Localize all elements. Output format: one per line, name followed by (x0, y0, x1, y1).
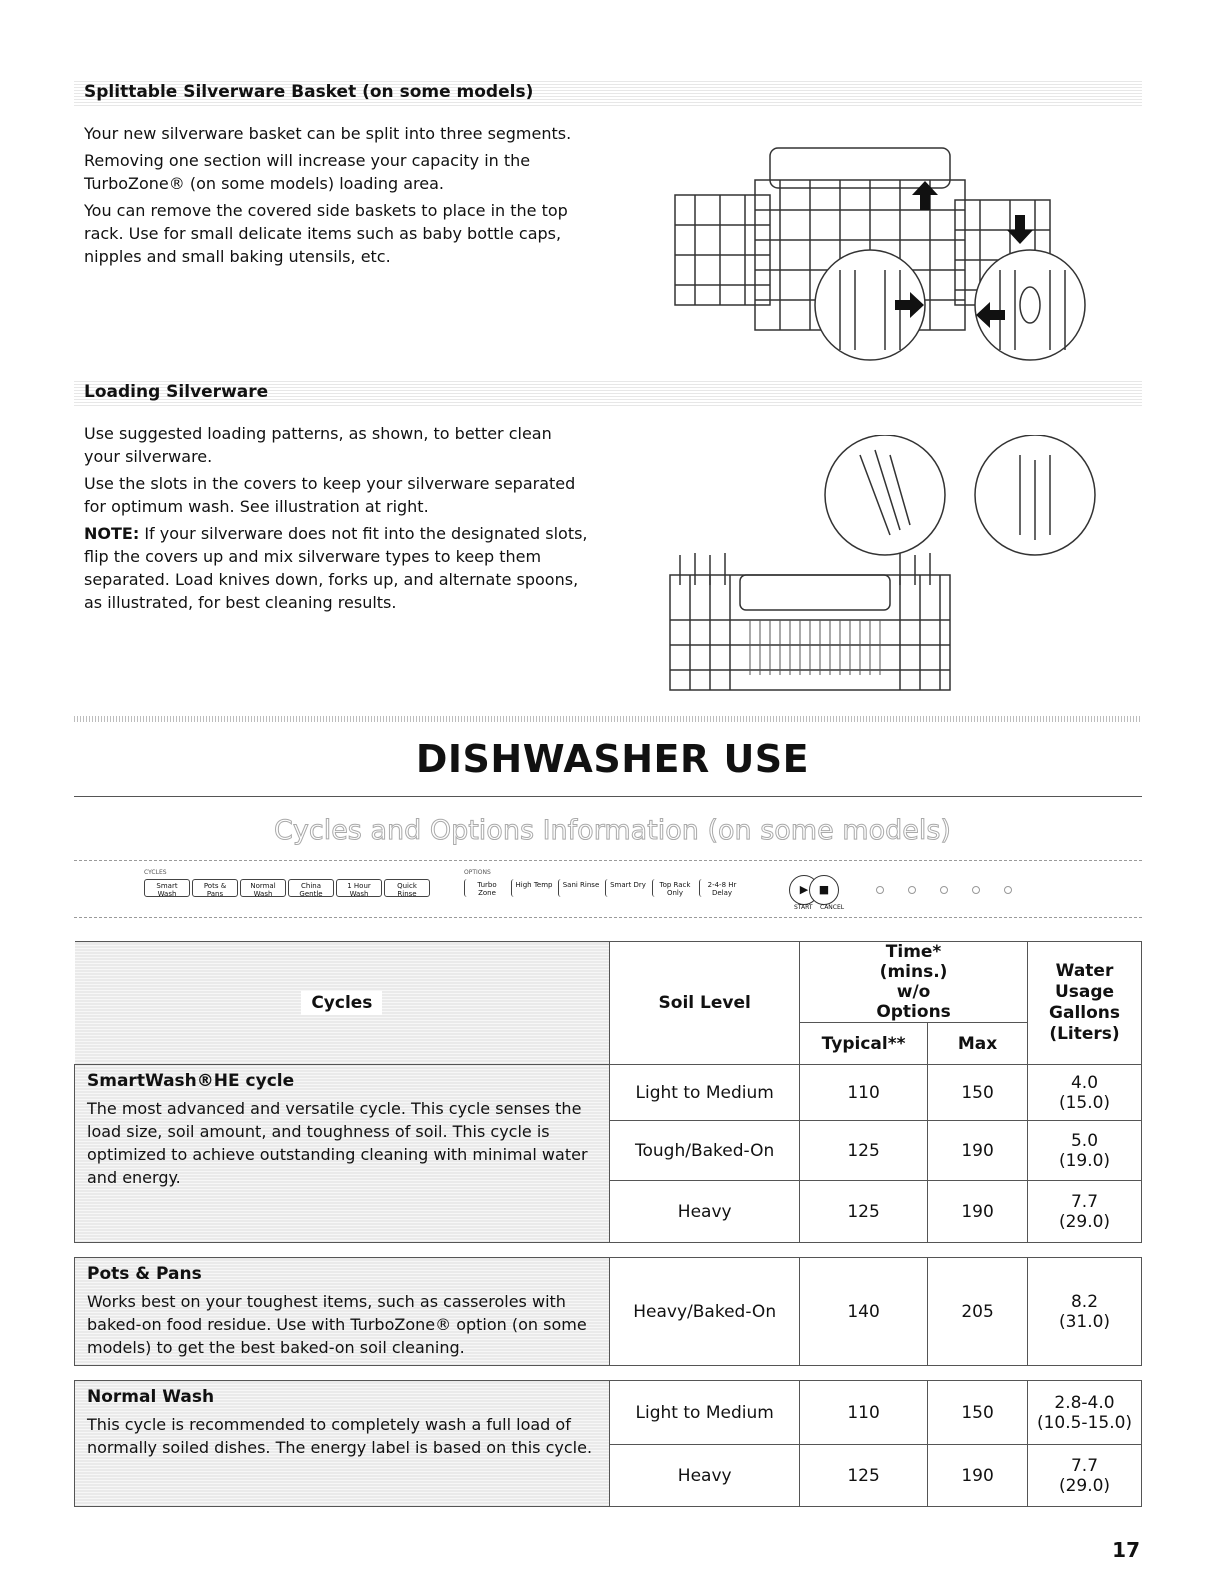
max-cell: 190 (928, 1181, 1028, 1243)
status-light-locked (972, 886, 980, 894)
water-cell (1028, 1121, 1142, 1181)
cycle-pots-pans-desc (75, 1258, 610, 1366)
max-cell: 190 (928, 1445, 1028, 1507)
header-cycles (75, 942, 610, 1065)
soil-cell: Heavy (610, 1445, 800, 1507)
max-cell: 205 (928, 1258, 1028, 1366)
water-liters: (29.0) (1058, 1211, 1111, 1232)
typical-cell: 125 (800, 1445, 928, 1507)
option-top-rack-only-button[interactable]: Top Rack Only (652, 879, 697, 897)
water-cell (1028, 1065, 1142, 1121)
cycle-quick-rinse-button[interactable]: Quick Rinse (384, 879, 430, 897)
cycle-normal-wash-button[interactable]: Normal Wash (240, 879, 286, 897)
option-delay-button[interactable]: 2-4-8 Hr Delay (699, 879, 744, 897)
option-buttons (464, 879, 764, 898)
cycle-pots-pans-button[interactable]: Pots & Pans (192, 879, 238, 897)
water-cell (1028, 1381, 1142, 1445)
cycle-title: Normal Wash (87, 1387, 215, 1407)
cancel-button[interactable] (809, 875, 839, 905)
water-cell (1028, 1258, 1142, 1366)
splittable-para-2: Removing one section will increase your capacity in the TurboZone® (on some models) loading area. (84, 151, 531, 193)
soil-cell: Tough/Baked-On (610, 1121, 800, 1181)
cycle-description: The most advanced and versatile cycle. This cycle senses the load size, soil amount, and toughness of soil. This cycle is optimized to achieve outstanding cleaning with minimal water and energy. (87, 1099, 588, 1187)
water-liters: (31.0) (1058, 1311, 1111, 1332)
header-typical: Typical** (800, 1023, 928, 1065)
splittable-para-1: Your new silverware basket can be split into three segments. (84, 124, 572, 143)
option-sani-rinse-button[interactable]: Sani Rinse (558, 879, 603, 897)
cycle-title: SmartWash®HE cycle (87, 1071, 295, 1091)
cycle-description: Works best on your toughest items, such as casseroles with baked-on food residue. Use with TurboZone® option (on some models) to get the best baked-on soil cleaning. (87, 1292, 587, 1357)
typical-cell: 110 (800, 1381, 928, 1445)
splittable-heading-bar (74, 80, 1142, 106)
page-title: DISHWASHER USE (415, 737, 810, 781)
water-gallons: 7.7 (1070, 1455, 1099, 1476)
cycles-table (74, 941, 1142, 1507)
cancel-label: CANCEL (820, 904, 845, 911)
play-icon: ▶ (799, 883, 809, 896)
header-cycles-label: Cycles (301, 991, 382, 1015)
max-cell: 190 (928, 1121, 1028, 1181)
typical-cell: 140 (800, 1258, 928, 1366)
loading-note (84, 522, 589, 614)
water-gallons: 2.8-4.0 (1054, 1392, 1115, 1413)
typical-cell: 125 (800, 1181, 928, 1243)
status-lights (864, 879, 1024, 898)
loading-para-1: Use suggested loading patterns, as shown, to better clean your silverware. (84, 424, 552, 466)
loading-heading-bar (74, 380, 1142, 406)
header-water: Water Usage Gallons (Liters) (1028, 942, 1142, 1065)
header-max: Max (928, 1023, 1028, 1065)
start-label: START (794, 904, 813, 911)
stop-icon: ■ (818, 883, 830, 896)
status-light-2hr (876, 886, 884, 894)
water-gallons: 5.0 (1070, 1130, 1099, 1151)
cycle-normal-wash-desc (75, 1381, 610, 1507)
section-divider (74, 716, 1142, 722)
page-subtitle: Cycles and Options Information (on some models) (274, 815, 951, 846)
typical-cell: 110 (800, 1065, 928, 1121)
cycle-china-gentle-button[interactable]: China Gentle (288, 879, 334, 897)
status-light-sanitized (1004, 886, 1012, 894)
soil-cell: Heavy (610, 1181, 800, 1243)
splittable-heading: Splittable Silverware Basket (on some models) (84, 82, 534, 102)
water-liters: (15.0) (1058, 1092, 1111, 1113)
water-liters: (19.0) (1058, 1150, 1111, 1171)
water-liters: (29.0) (1058, 1475, 1111, 1496)
cycle-1-hour-wash-button[interactable]: 1 Hour Wash (336, 879, 382, 897)
cycles-label: CYCLES (144, 869, 167, 876)
status-light-4hr (908, 886, 916, 894)
water-cell (1028, 1445, 1142, 1507)
loading-text (84, 422, 589, 618)
note-label: NOTE: (84, 524, 140, 543)
table-row (75, 1065, 1142, 1121)
note-text: If your silverware does not fit into the designated slots, flip the covers up and mix silverware types to keep them separated. Load knives down, forks up, and alternate spoons, as illustrated, for best cleaning results. (84, 524, 588, 612)
water-liters: (10.5-15.0) (1036, 1412, 1133, 1433)
water-gallons: 8.2 (1070, 1291, 1099, 1312)
option-high-temp-button[interactable]: High Temp (511, 879, 556, 897)
loading-para-2: Use the slots in the covers to keep your silverware separated for optimum wash. See illustration at right. (84, 474, 576, 516)
silverware-illustration (660, 435, 1110, 695)
cycle-smart-wash-button[interactable]: Smart Wash (144, 879, 190, 897)
cycle-smartwash-desc (75, 1065, 610, 1243)
header-time: Time* (mins.) w/o Options (800, 942, 1028, 1023)
title-underline (74, 796, 1142, 797)
water-cell (1028, 1181, 1142, 1243)
page-number: 17 (1112, 1538, 1140, 1562)
header-soil-level: Soil Level (610, 942, 800, 1065)
table-row (75, 1258, 1142, 1366)
max-cell: 150 (928, 1381, 1028, 1445)
loading-heading: Loading Silverware (84, 382, 269, 402)
splittable-text (84, 122, 584, 272)
soil-cell: Light to Medium (610, 1381, 800, 1445)
water-gallons: 7.7 (1070, 1191, 1099, 1212)
splittable-para-3: You can remove the covered side baskets to place in the top rack. Use for small delicate items such as baby bottle caps, nipples and small baking utensils, etc. (84, 201, 568, 266)
control-panel (74, 860, 1142, 918)
option-smart-dry-button[interactable]: Smart Dry (605, 879, 650, 897)
water-gallons: 4.0 (1070, 1072, 1099, 1093)
cycle-description: This cycle is recommended to completely wash a full load of normally soiled dishes. The energy label is based on this cycle. (87, 1415, 593, 1457)
status-light-8hr (940, 886, 948, 894)
max-cell: 150 (928, 1065, 1028, 1121)
soil-cell: Light to Medium (610, 1065, 800, 1121)
options-label: OPTIONS (464, 869, 491, 876)
basket-illustration (670, 140, 1130, 375)
soil-cell: Heavy/Baked-On (610, 1258, 800, 1366)
cycle-title: Pots & Pans (87, 1264, 202, 1284)
option-turbo-zone-button[interactable]: Turbo Zone (464, 879, 509, 897)
typical-cell: 125 (800, 1121, 928, 1181)
table-row (75, 1381, 1142, 1445)
